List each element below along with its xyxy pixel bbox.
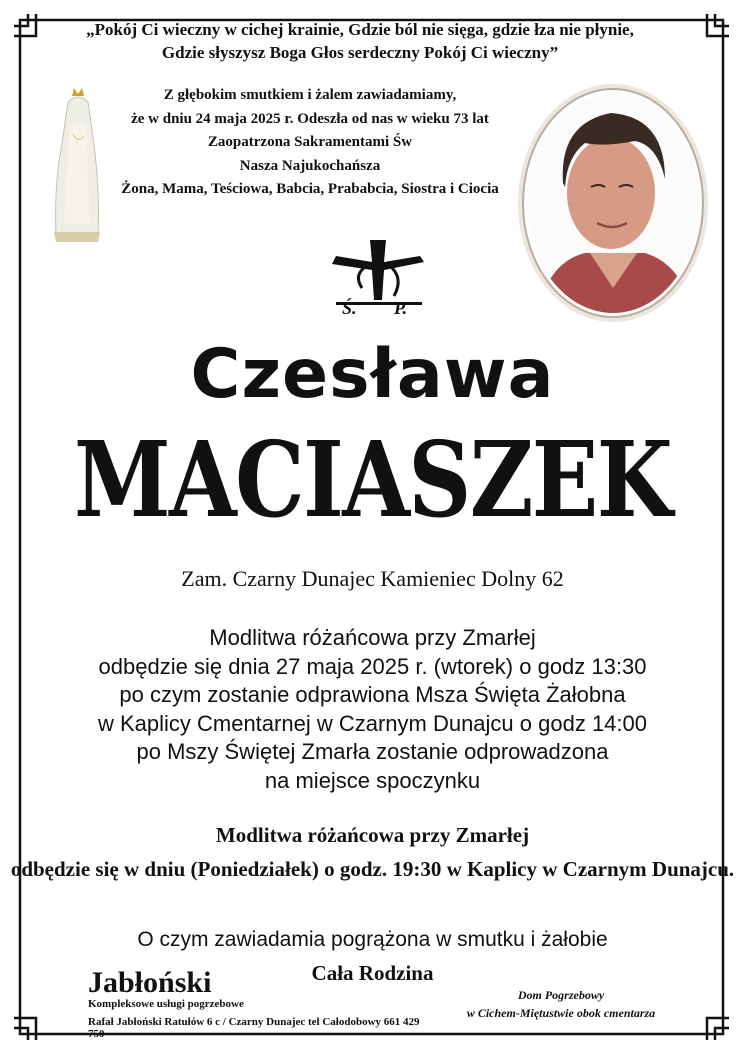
rosary-prayer-notice	[0, 818, 745, 886]
intro-line-5: Żona, Mama, Teściowa, Babcia, Prababcia, Siostra i Ciocia	[121, 181, 499, 197]
ceremony-line-2: odbędzie się dnia 27 maja 2025 r. (wtorek) o godz 13:30	[98, 653, 647, 679]
ceremony-line-5: po Mszy Świętej Zmarła zostanie odprowadzona	[136, 739, 609, 764]
funeral-home-info	[456, 986, 666, 1022]
funeral-home-line-2: w Cichem-Miętustwie obok cmentarza	[466, 1006, 656, 1020]
rosary-line-2: odbędzie się w dniu (Poniedziałek) o godz. 19:30 w Kaplicy w Czarnym Dunajcu.	[10, 857, 735, 881]
intro-line-4: Nasza Najukochańsza	[239, 157, 381, 174]
funeral-company-logo	[88, 968, 428, 1040]
funeral-home-line-1: Dom Pogrzebowy	[517, 988, 605, 1002]
company-address: Rafał Jabłoński Ratułów 6 c / Czarny Dunajec tel Całodobowy 661 429 750	[88, 1016, 420, 1040]
intro-line-2: że w dniu 24 maja 2025 r. Odeszła od nas w wieku 73 lat	[131, 110, 489, 127]
closing-notice: O czym zawiadamia pogrążona w smutku i żałobie	[137, 928, 608, 951]
residence-address: Zam. Czarny Dunajec Kamieniec Dolny 62	[181, 566, 564, 591]
deceased-first-name: Czesława	[190, 335, 555, 414]
madonna-statue-image	[40, 84, 102, 244]
ceremony-details	[0, 624, 745, 795]
announcement-intro	[120, 84, 500, 202]
rosary-line-1: Modlitwa różańcowa przy Zmarłej	[215, 823, 530, 847]
poem-line-2: Gdzie słyszysz Boga Głos serdeczny Pokój Ci wieczny”	[161, 43, 559, 62]
cross-letter-s: Ś.	[342, 298, 357, 318]
poem-line-1: „Pokój Ci wieczny w cichej krainie, Gdzie ból nie sięga, gdzie łza nie płynie,	[86, 20, 634, 39]
ceremony-line-3: po czym zostanie odprawiona Msza Święta Żałobna	[119, 682, 626, 707]
ceremony-line-4: w Kaplicy Cmentarnej w Czarnym Dunajcu o godz 14:00	[97, 710, 648, 736]
ceremony-line-6: na miejsce spoczynku	[264, 767, 481, 793]
cross-letter-p: P.	[394, 298, 408, 318]
company-subtitle: Kompleksowe usługi pogrzebowe	[88, 998, 244, 1010]
intro-line-3: Zaopatrzona Sakramentami Św	[207, 134, 413, 150]
intro-line-1: Z głębokim smutkiem i żalem zawiadamiamy,	[163, 87, 457, 103]
deceased-portrait-photo	[515, 83, 711, 323]
poem-quote	[60, 18, 660, 64]
company-name: Jabłoński	[88, 966, 212, 999]
cross-symbol	[328, 238, 430, 320]
ceremony-line-1: Modlitwa różańcowa przy Zmarłej	[209, 625, 536, 650]
closing-signature: Cała Rodzina	[311, 961, 434, 985]
deceased-surname: MACIASZEK	[74, 418, 671, 541]
